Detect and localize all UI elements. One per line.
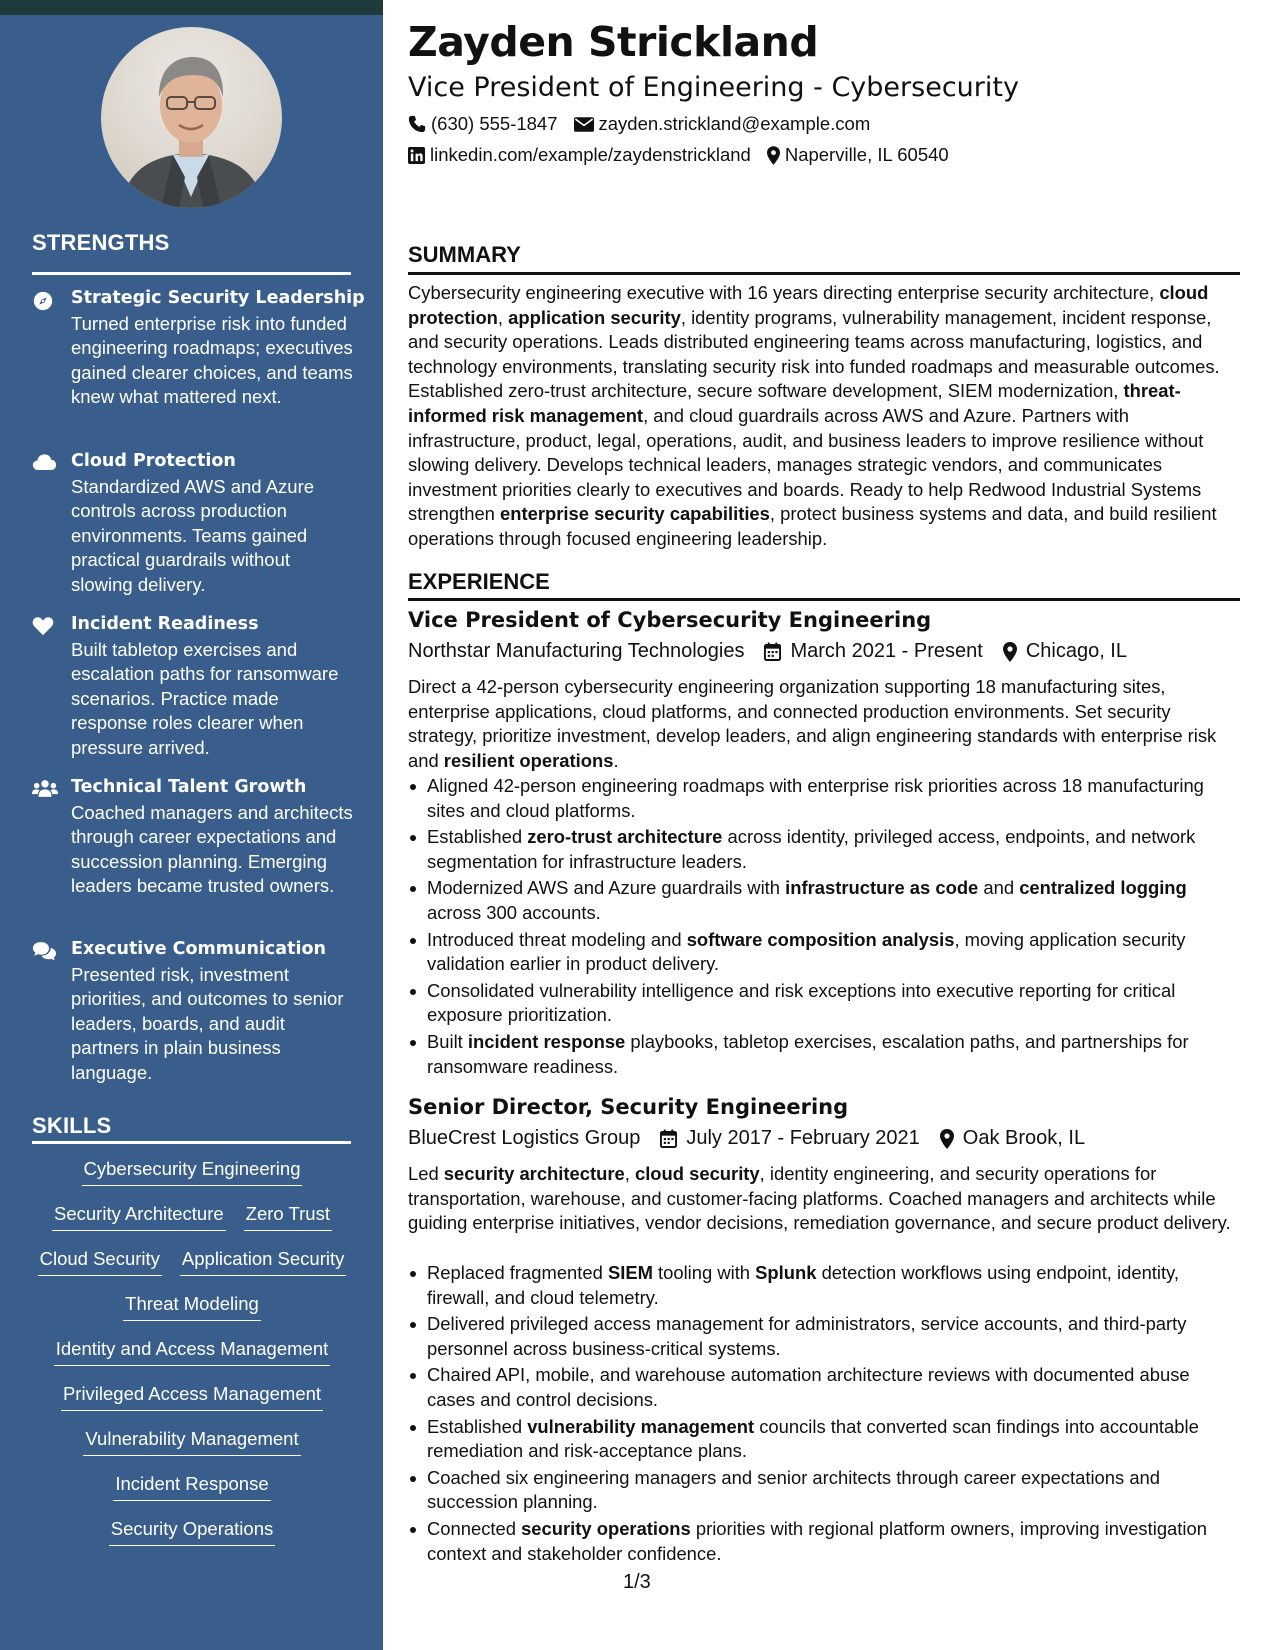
list-item: Replaced fragmented SIEM tooling with Splunk detection workflows using endpoint, identity, firewall, and cloud telemetry. bbox=[408, 1261, 1242, 1310]
linkedin-icon bbox=[408, 147, 425, 164]
skill-tag: Zero Trust bbox=[244, 1202, 332, 1231]
linkedin-link[interactable]: linkedin.com/example/zaydenstrickland bbox=[430, 144, 751, 165]
cloud-icon bbox=[32, 453, 56, 475]
strength-item bbox=[32, 451, 352, 601]
strength-description: Standardized AWS and Azure controls across production environments. Teams gained practical guardrails without slowing delivery. bbox=[71, 476, 315, 595]
strength-item bbox=[32, 777, 352, 927]
candidate-role: Vice President of Engineering - Cybersecurity bbox=[408, 72, 1019, 103]
comments-icon bbox=[32, 941, 56, 963]
skill-tag: Incident Response bbox=[113, 1472, 270, 1501]
top-strip bbox=[0, 0, 383, 15]
page-number: 1/3 bbox=[623, 1571, 651, 1593]
job-intro: Led security architecture, cloud security, identity engineering, and security operations for transportation, warehouse, and customer-facing platforms. Coached managers and architects while guiding enterprise initiatives, vendor decisions, remediation governance, and secure product delivery. bbox=[408, 1163, 1231, 1234]
strength-description: Turned enterprise risk into funded engineering roadmaps; executives gained clearer choices, and teams knew what mattered next. bbox=[71, 313, 353, 408]
summary-rule bbox=[408, 272, 1240, 275]
skill-tag: Application Security bbox=[180, 1247, 346, 1276]
envelope-icon bbox=[574, 117, 594, 132]
list-item: Chaired API, mobile, and warehouse automation architecture reviews with documented abuse cases and control decisions. bbox=[408, 1363, 1242, 1412]
strength-description: Built tabletop exercises and escalation paths for ransomware scenarios. Practice made response roles clearer when pressure arrived. bbox=[71, 639, 339, 758]
job-title: Vice President of Cybersecurity Engineering bbox=[408, 608, 932, 632]
job-intro: Direct a 42-person cybersecurity engineering organization supporting 18 manufacturing sites, enterprise applications, cloud platforms, and connected production environments. Set security strategy, prioritize investment, develop leaders, and align engineering standards with enterprise risk and resilient operations. bbox=[408, 676, 1217, 771]
profile-photo bbox=[101, 27, 282, 208]
job-title: Senior Director, Security Engineering bbox=[408, 1095, 849, 1119]
job-meta bbox=[408, 1127, 1085, 1150]
experience-heading: EXPERIENCE bbox=[408, 569, 550, 594]
map-marker-icon bbox=[1003, 642, 1017, 662]
strength-title: Technical Talent Growth bbox=[71, 777, 307, 797]
job-dates: March 2021 - Present bbox=[790, 640, 983, 662]
strength-item bbox=[32, 939, 352, 1089]
skill-tag: Identity and Access Management bbox=[54, 1337, 331, 1366]
strength-title: Cloud Protection bbox=[71, 451, 236, 471]
map-marker-icon bbox=[767, 146, 780, 165]
candidate-name: Zayden Strickland bbox=[408, 18, 819, 66]
skill-tag: Cloud Security bbox=[38, 1247, 162, 1276]
experience-rule bbox=[408, 598, 1240, 601]
heart-icon bbox=[32, 616, 56, 638]
strength-title: Executive Communication bbox=[71, 939, 326, 959]
list-item: Built incident response playbooks, tabletop exercises, escalation paths, and partnerships for ransomware readiness. bbox=[408, 1030, 1242, 1079]
strength-item bbox=[32, 614, 352, 764]
calendar-icon bbox=[660, 1129, 677, 1148]
strength-item bbox=[32, 288, 365, 438]
list-item: Connected security operations priorities with regional platform owners, improving investigation context and stakeholder confidence. bbox=[408, 1517, 1242, 1566]
job-location: Chicago, IL bbox=[1025, 640, 1127, 662]
strength-title: Strategic Security Leadership bbox=[71, 288, 365, 308]
contact-row bbox=[408, 144, 965, 166]
skill-tag: Vulnerability Management bbox=[83, 1427, 300, 1456]
list-item: Consolidated vulnerability intelligence and risk exceptions into executive reporting for critical exposure prioritization. bbox=[408, 979, 1242, 1028]
list-item: Established vulnerability management councils that converted scan findings into accountable remediation and risk-acceptance plans. bbox=[408, 1415, 1242, 1464]
list-item: Delivered privileged access management for administrators, service accounts, and third-party personnel across business-critical systems. bbox=[408, 1312, 1242, 1361]
compass-icon bbox=[32, 290, 56, 312]
list-item: Modernized AWS and Azure guardrails with infrastructure as code and centralized logging across 300 accounts. bbox=[408, 876, 1242, 925]
location-text: Naperville, IL 60540 bbox=[784, 144, 949, 165]
summary-heading: SUMMARY bbox=[408, 242, 521, 267]
job-bullets bbox=[408, 774, 1242, 1081]
list-item: Established zero-trust architecture across identity, privileged access, endpoints, and network segmentation for infrastructure leaders. bbox=[408, 825, 1242, 874]
company-name: Northstar Manufacturing Technologies bbox=[408, 640, 745, 662]
list-item: Aligned 42-person engineering roadmaps with enterprise risk priorities across 18 manufacturing sites and cloud platforms. bbox=[408, 774, 1242, 823]
strength-description: Presented risk, investment priorities, and outcomes to senior leaders, boards, and audit partners in plain business language. bbox=[71, 964, 344, 1083]
strengths-heading: STRENGTHS bbox=[32, 230, 170, 255]
skill-tag: Security Operations bbox=[109, 1517, 275, 1546]
contact-row bbox=[408, 113, 886, 135]
summary-text: Cybersecurity engineering executive with 16 years directing enterprise security architecture, cloud protection, application security, identity programs, vulnerability management, incident response, and security operations. Leads distributed engineering teams across manufacturing, logistics, and technology environments, translating security risk into funded roadmaps and measurable outcomes. Established zero-trust architecture, secure software development, SIEM modernization, threat-informed risk management, and cloud guardrails across AWS and Azure. Partners with infrastructure, product, legal, operations, audit, and business leaders to improve resilience without slowing delivery. Develops technical leaders, manages strategic vendors, and communicates investment priorities clearly to executives and boards. Ready to help Redwood Industrial Systems strengthen enterprise security capabilities, protect business systems and data, and build resilient operations through focused engineering leadership. bbox=[408, 282, 1220, 549]
phone-number[interactable]: (630) 555-1847 bbox=[431, 113, 558, 134]
job-location: Oak Brook, IL bbox=[962, 1127, 1086, 1149]
job-dates: July 2017 - February 2021 bbox=[686, 1127, 920, 1149]
calendar-icon bbox=[764, 642, 781, 661]
job-bullets bbox=[408, 1261, 1242, 1568]
skill-tag: Threat Modeling bbox=[123, 1292, 261, 1321]
list-item: Coached six engineering managers and senior architects through career expectations and succession planning. bbox=[408, 1466, 1242, 1515]
strength-description: Coached managers and architects through career expectations and succession planning. Emerging leaders became trusted owners. bbox=[71, 802, 353, 897]
job-meta bbox=[408, 640, 1127, 663]
skills-rule bbox=[32, 1141, 351, 1144]
list-item: Introduced threat modeling and software composition analysis, moving application security validation earlier in product delivery. bbox=[408, 928, 1242, 977]
strengths-rule bbox=[32, 272, 351, 275]
company-name: BlueCrest Logistics Group bbox=[408, 1127, 641, 1149]
email-link[interactable]: zayden.strickland@example.com bbox=[598, 113, 871, 134]
skill-tag: Cybersecurity Engineering bbox=[82, 1157, 303, 1186]
map-marker-icon bbox=[940, 1129, 954, 1149]
users-icon bbox=[32, 779, 56, 801]
skills-heading: SKILLS bbox=[32, 1113, 112, 1138]
skill-tag: Security Architecture bbox=[52, 1202, 226, 1231]
skill-tag: Privileged Access Management bbox=[61, 1382, 323, 1411]
phone-icon bbox=[408, 115, 426, 133]
strength-title: Incident Readiness bbox=[71, 614, 259, 634]
skills-list bbox=[22, 1157, 362, 1562]
